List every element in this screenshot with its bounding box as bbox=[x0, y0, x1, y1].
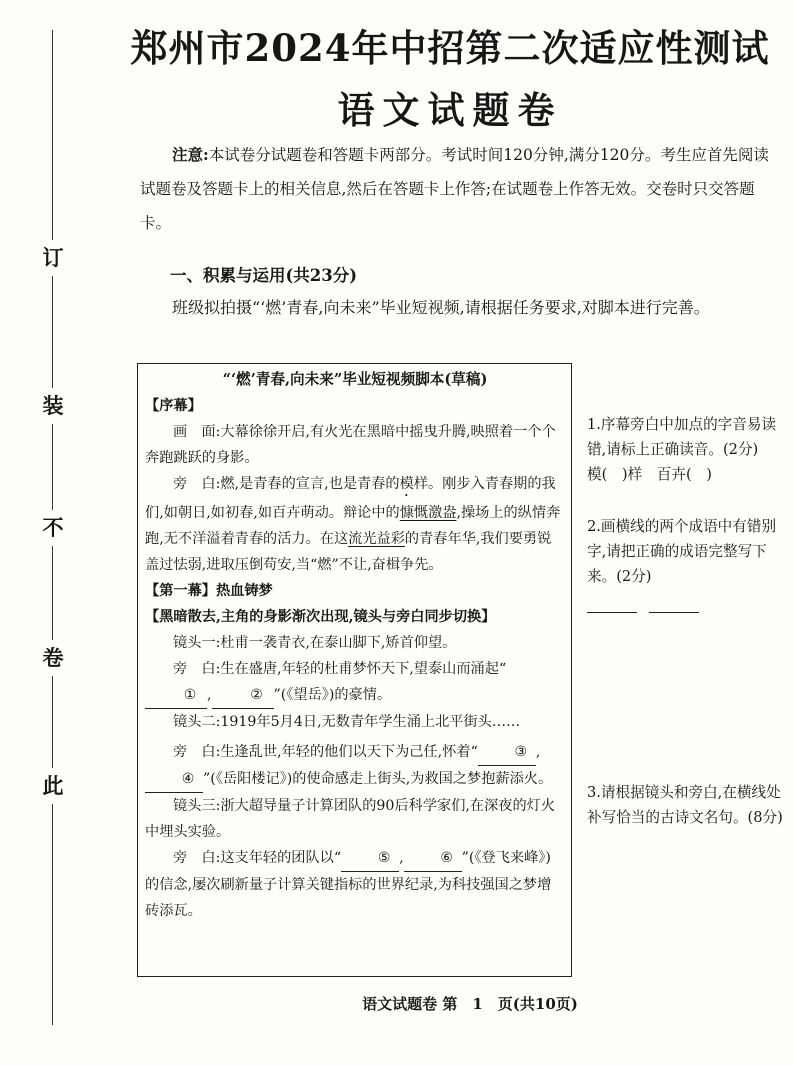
dotted-char-mo: 模 bbox=[399, 476, 414, 492]
page-footer: 语文试题卷 第 1 页(共10页) bbox=[362, 995, 578, 1013]
blank-5: ⑤ bbox=[341, 845, 399, 872]
narration-3: 旁 白:生逢乱世,年轻的他们以天下为己任,怀着“ ③ ,④ ”(《岳阳楼记》)的使命感走上街头,为救国之梦抱薪添火。 bbox=[145, 739, 565, 793]
question-3: 3.请根据镜头和旁白,在横线处补写恰当的古诗文名句。(8分) bbox=[587, 784, 783, 826]
shot-3: 镜头三:浙大超导量子计算团队的90后科学家们,在深夜的灯火中埋头实验。 bbox=[145, 798, 556, 840]
script-title: “‘燃’青春,向未来”毕业短视频脚本(草稿) bbox=[222, 371, 488, 388]
blank-3: ③ bbox=[478, 739, 536, 766]
blank-6: ⑥ bbox=[404, 845, 462, 872]
act1-label: 【第一幕】热血铸梦 bbox=[145, 583, 273, 599]
idiom-underlined-1: 慷慨激盎 bbox=[399, 505, 457, 521]
narration-4: 旁 白:这支年轻的团队以“ ⑤ , ⑥ ”(《登飞来峰》)的信念,屡次刷新量子计算关键指标的世界纪录,为科技强国之梦增砖添瓦。 bbox=[145, 845, 565, 924]
idiom-underlined-2: 流光益彩 bbox=[348, 531, 405, 547]
prologue-label: 【序幕】 bbox=[145, 398, 202, 414]
margin-char-ding: 订 bbox=[41, 240, 65, 276]
prologue-scene: 画 面:大幕徐徐开启,有火光在黑暗中摇曳升腾,映照着一个个奔跑跳跃的身影。 bbox=[145, 424, 556, 466]
act1-direction: 【黑暗散去,主角的身影渐次出现,镜头与旁白同步切换】 bbox=[145, 609, 496, 625]
blank-1: ① bbox=[145, 682, 207, 709]
answer-line-2 bbox=[649, 612, 699, 613]
blank-2: ② bbox=[212, 682, 274, 709]
exam-subtitle: 语文试题卷 bbox=[337, 88, 563, 132]
blank-4: ④ bbox=[145, 766, 203, 793]
notice-text: 本试卷分试题卷和答题卡两部分。考试时间120分钟,满分120分。考生应首先阅读试题卷及答题卡上的相关信息,然后在答题卡上作答;在试题卷上作答无效。交卷时只交答题卡。 bbox=[140, 146, 769, 232]
question-2: 2.画横线的两个成语中有错别字,请把正确的成语完整写下来。(2分) bbox=[587, 518, 777, 585]
shot-1: 镜头一:杜甫一袭青衣,在泰山脚下,矫首仰望。 bbox=[173, 635, 457, 651]
exam-title: 郑州市2024年中招第二次适应性测试 bbox=[130, 26, 770, 70]
margin-char-juan: 卷 bbox=[41, 640, 65, 676]
shot-2: 镜头二:1919年5月4日,无数青年学生涌上北平街头…… bbox=[173, 714, 521, 730]
section-heading: 一、积累与运用(共23分) bbox=[170, 266, 358, 285]
section-intro: 班级拟拍摄“‘燃’青春,向未来”毕业短视频,请根据任务要求,对脚本进行完善。 bbox=[172, 298, 710, 317]
prologue-narration: 旁 白:燃,是青春的宣言,也是青春的模样。刚步入青春期的我们,如朝日,如初春,如百卉萌动。辩论中的慷慨激盎,操场上的纵情奔跑,无不洋溢着青春的活力。在这流光益彩的青春年华,我们要勇锐盖过怯弱,进取压倒苟安,当“燃”不让,奋楫争先。 bbox=[145, 476, 561, 573]
question-2-answer-lines bbox=[587, 596, 783, 621]
question-1: 1.序幕旁白中加点的字音易读错,请标上正确读音。(2分) 模( )样 百卉( ) bbox=[587, 412, 783, 487]
margin-char-bu: 不 bbox=[41, 510, 65, 546]
question-1-answer: 模( )样 百卉( ) bbox=[587, 466, 712, 483]
notice-label: 注意: bbox=[172, 145, 209, 164]
script-box bbox=[137, 363, 572, 977]
margin-char-zhuang: 装 bbox=[41, 388, 65, 424]
answer-line-1 bbox=[587, 612, 637, 613]
margin-char-ci: 此 bbox=[41, 768, 65, 804]
exam-notice bbox=[140, 138, 780, 240]
narration-2: 旁 白:生在盛唐,年轻的杜甫梦怀天下,望泰山而涌起“① , ② ”(《望岳》)的豪情。 bbox=[145, 656, 565, 709]
